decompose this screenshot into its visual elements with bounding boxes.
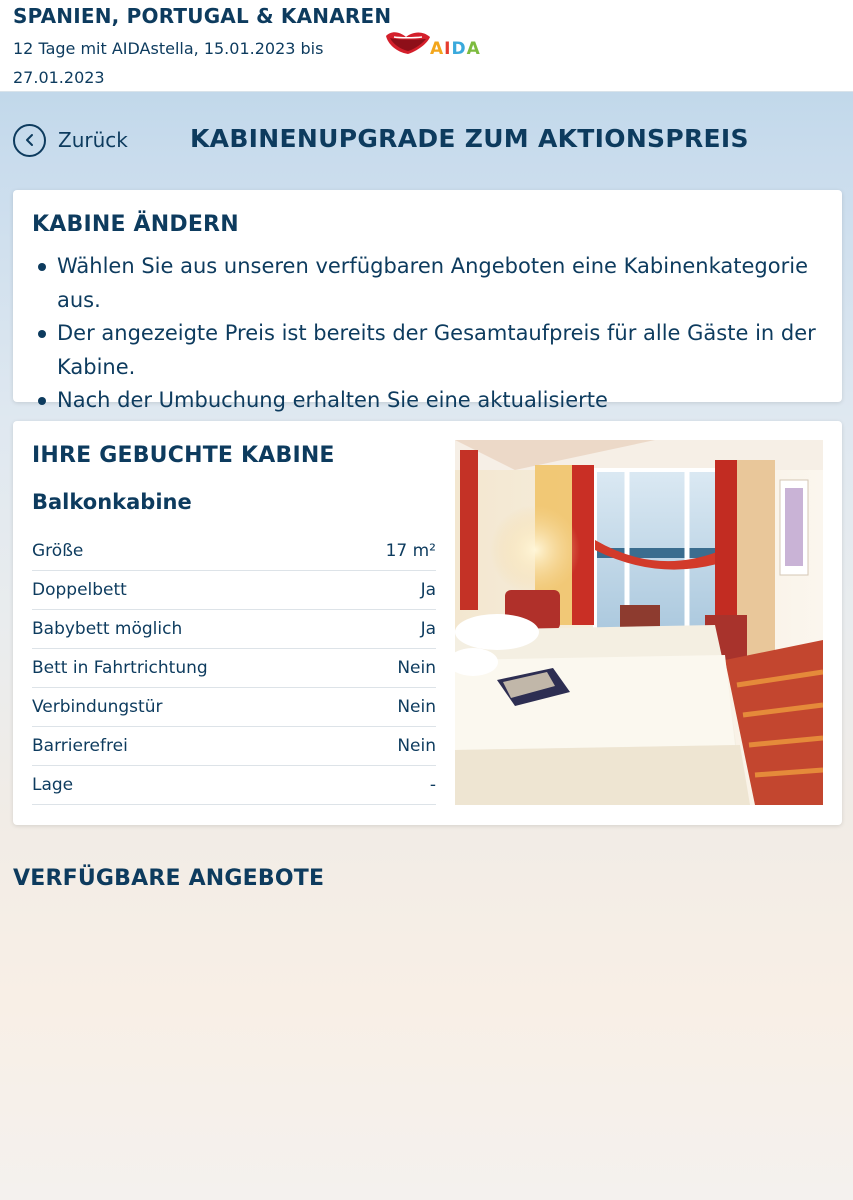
spec-row [32,532,436,571]
spec-label: Barrierefrei [32,736,128,756]
trip-title: SPANIEN, PORTUGAL & KANAREN [13,4,392,28]
spec-label: Größe [32,541,84,561]
spec-label: Verbindungstür [32,697,163,717]
change-cabin-heading: KABINE ÄNDERN [32,212,239,237]
spec-label: Lage [32,775,74,795]
spec-label: Babybett möglich [32,619,183,639]
cabin-photo [455,440,823,805]
chevron-left-icon [13,124,46,157]
spec-row [32,571,436,610]
top-header [0,0,853,92]
spec-value: Nein [397,736,436,756]
booked-cabin-card [13,421,842,825]
back-button[interactable] [13,123,128,157]
spec-value: 17 m² [385,541,436,561]
change-cabin-card [13,190,842,412]
spec-value: Ja [420,619,436,639]
trip-subtitle: 12 Tage mit AIDAstella, 15.01.2023 bis 27.01.2023 [13,39,324,87]
spec-row [32,727,436,766]
spec-row [32,688,436,727]
spec-value: Ja [420,580,436,600]
spec-row [32,766,436,805]
booked-cabin-heading: IHRE GEBUCHTE KABINE [32,443,335,468]
aida-logo-text: AIDA [430,39,481,59]
spec-row [32,610,436,649]
spec-value: Nein [397,697,436,717]
spec-label: Doppelbett [32,580,127,600]
offers-heading: VERFÜGBARE ANGEBOTE [13,866,325,891]
spec-label: Bett in Fahrtrichtung [32,658,208,678]
info-item: Wählen Sie aus unseren verfügbaren Angeboten eine Kabinenkategorie aus. [35,250,825,317]
info-item: Nach der Umbuchung erhalten Sie eine aktualisierte [35,384,825,451]
spec-value: - [429,775,436,795]
cabin-name: Balkonkabine [32,490,192,514]
page-title: KABINENUPGRADE ZUM AKTIONSPREIS [190,124,749,153]
spec-value: Nein [397,658,436,678]
spec-row [32,649,436,688]
spec-table [32,532,436,805]
back-label: Zurück [58,128,128,152]
info-item: Der angezeigte Preis ist bereits der Gesamtaufpreis für alle Gäste in der Kabine. [35,317,825,384]
